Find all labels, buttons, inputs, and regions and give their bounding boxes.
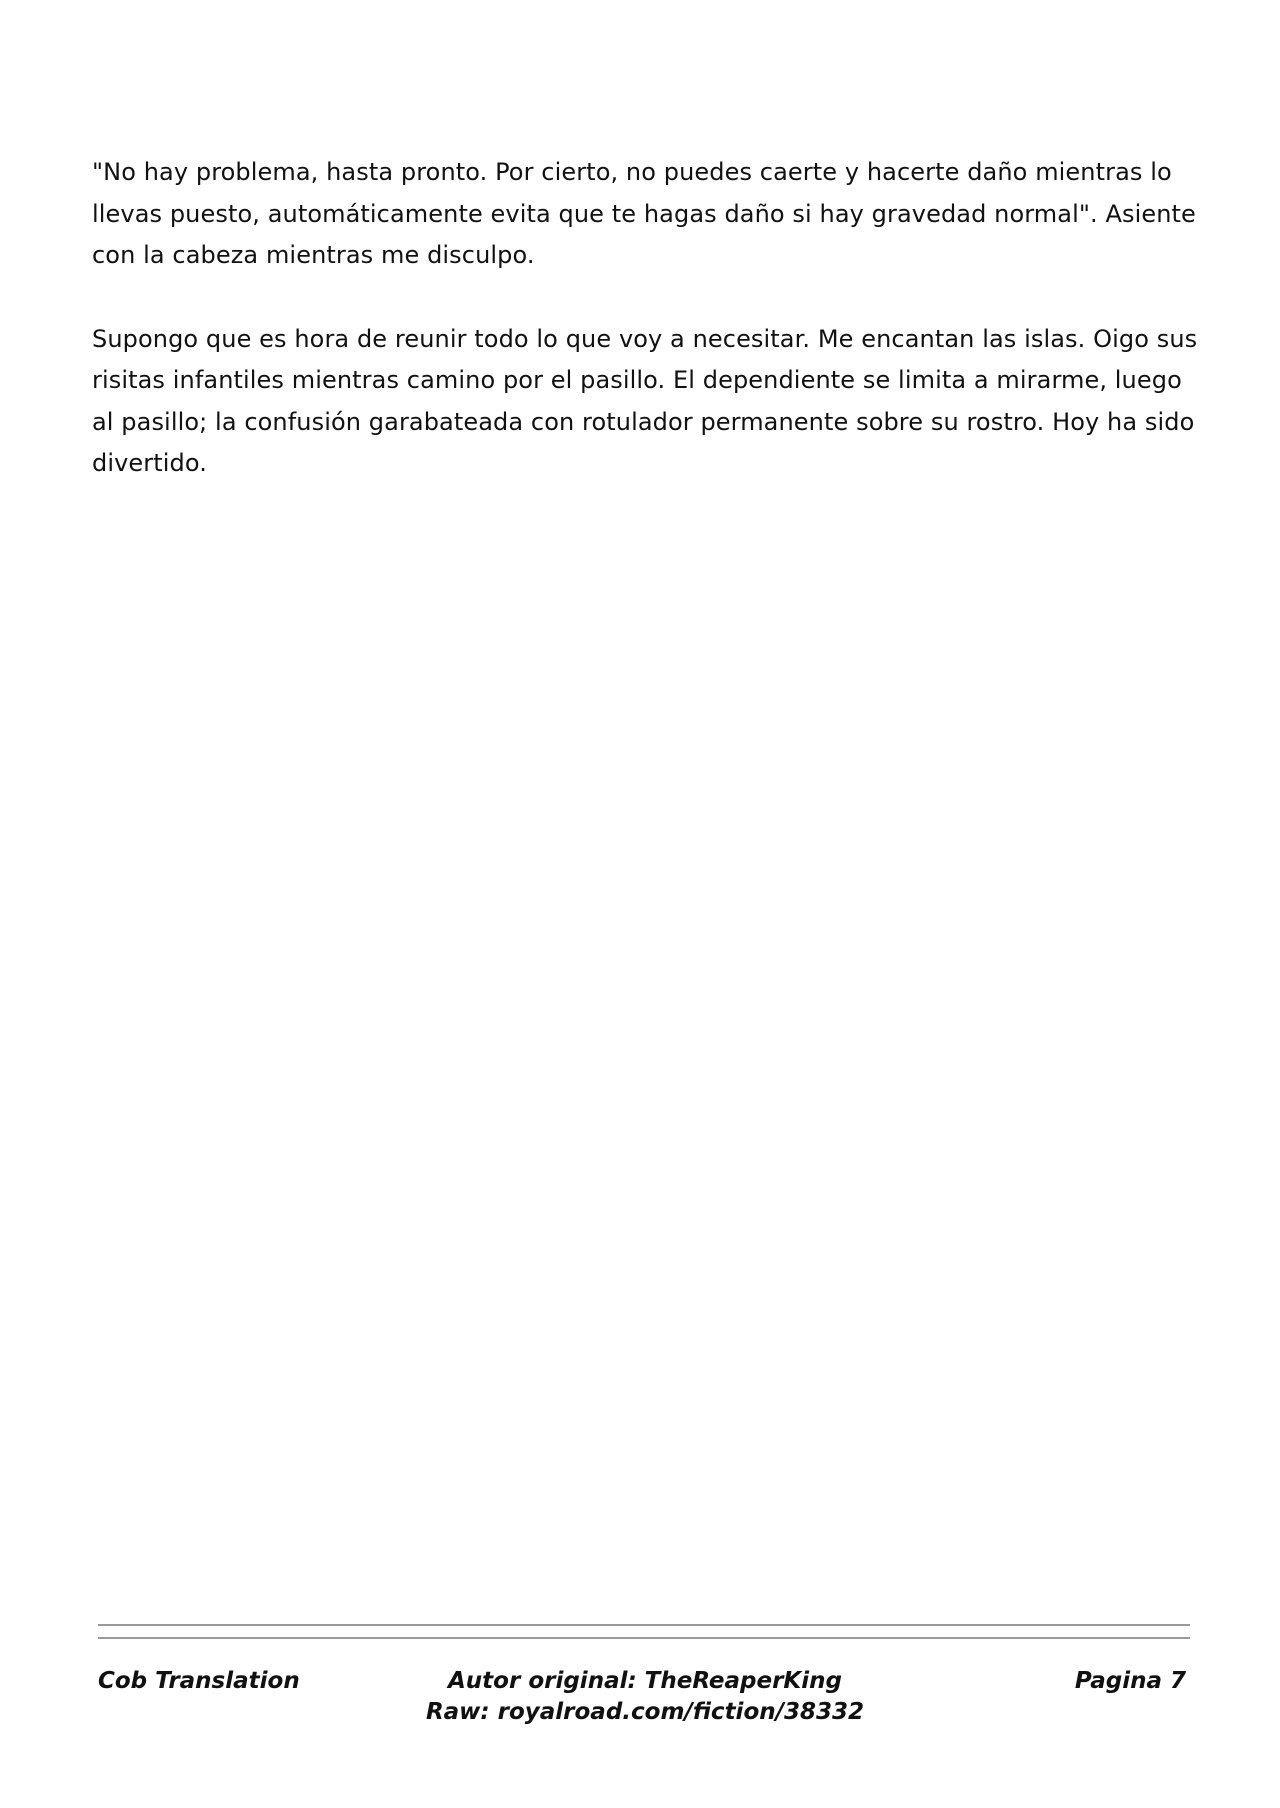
paragraph-2: Supongo que es hora de reunir todo lo que voy a necesitar. Me encantan las islas. Oigo sus risitas infantiles mientras camino por el pasillo. El dependiente se limita a mirarme, luego al pasillo; la confusión garabateada con rotulador permanente sobre su rostro. Hoy ha sido divertido. [92, 324, 1198, 477]
footer-original-author: Autor original: TheReaperKing [448, 1668, 842, 1694]
footer-page-number: Pagina 7 [1074, 1668, 1186, 1694]
paragraph-1: "No hay problema, hasta pronto. Por cierto, no puedes caerte y hacerte daño mientras lo llevas puesto, automáticamente evita que te hagas daño si hay gravedad normal". Asiente con la cabeza mientras me disculpo. [92, 158, 1196, 269]
footer-raw-link: Raw: royalroad.com/fiction/38332 [425, 1699, 865, 1725]
footer-divider-bottom [98, 1637, 1190, 1639]
document-body [92, 152, 1202, 527]
footer-translator: Cob Translation [98, 1668, 300, 1694]
footer-divider-top [98, 1624, 1190, 1626]
footer-source-info [340, 1666, 950, 1728]
